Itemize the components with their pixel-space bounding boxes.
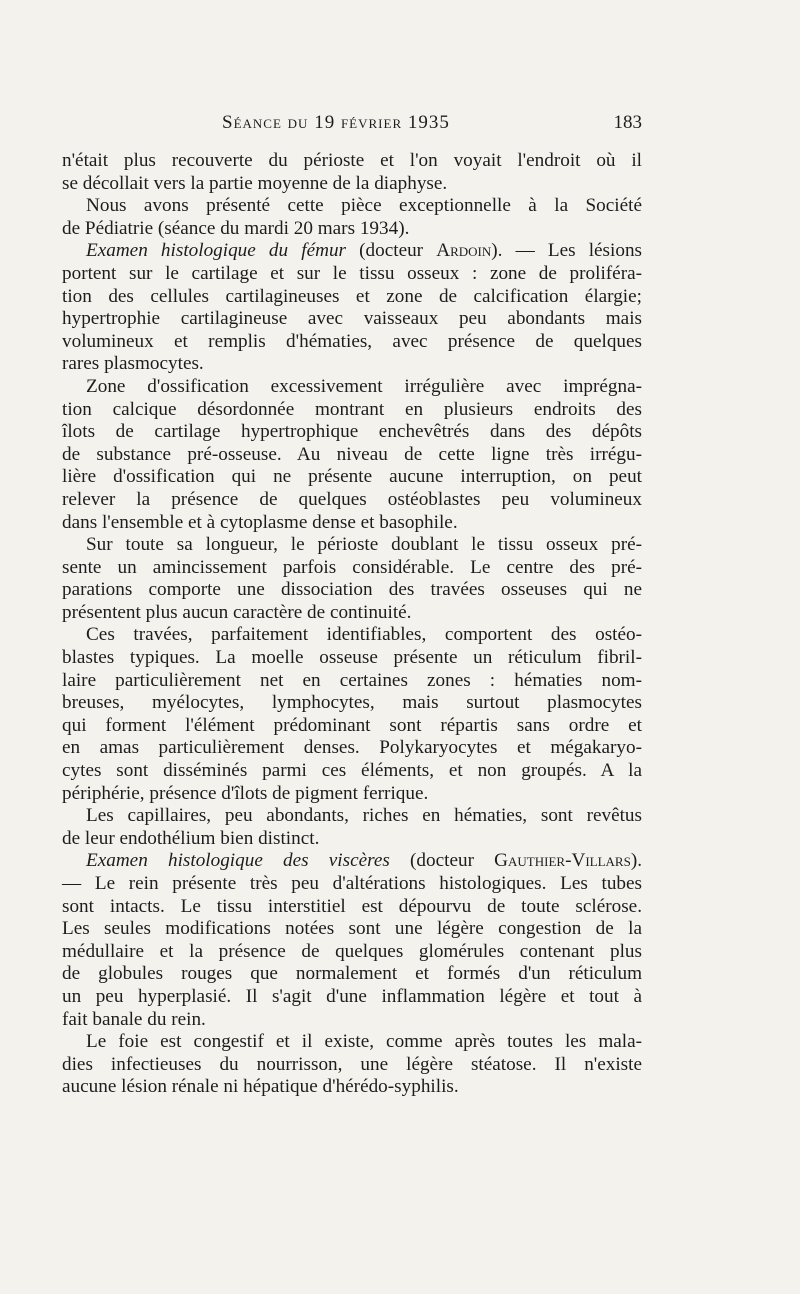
text-line: tion des cellules cartilagineuses et zone de calcification élargie; <box>62 285 642 307</box>
text-line: volumineux et remplis d'hématies, avec présence de quelques <box>62 330 642 352</box>
text-line: fait banale du rein. <box>62 1008 206 1030</box>
title-date: 19 <box>314 112 336 133</box>
text-line: dans l'ensemble et à cytoplasme dense et basophile. <box>62 511 458 533</box>
text-line: blastes typiques. La moelle osseuse présente un réticulum fibril- <box>62 647 642 669</box>
text-line: Les seules modifications notées sont une légère congestion de la <box>62 918 642 940</box>
text-line: présentent plus aucun caractère de continuité. <box>62 601 412 623</box>
text-fragment: ). <box>630 850 643 872</box>
text-line: Sur toute sa longueur, le périoste doublant le tissu osseux pré- <box>86 534 642 556</box>
text-line: breuses, myélocytes, lymphocytes, mais surtout plasmocytes <box>62 692 642 714</box>
text-line: de substance pré-osseuse. Au niveau de cette ligne très irrégu- <box>62 443 642 465</box>
section-heading-visceres: Examen histologique des viscères <box>86 850 390 872</box>
text-line: de Pédiatrie (séance du mardi 20 mars 1934). <box>62 217 410 239</box>
author-name: Ardoin <box>436 240 492 262</box>
text-line: Nous avons présenté cette pièce exceptionnelle à la Société <box>86 195 642 217</box>
text-line: Zone d'ossification excessivement irrégulière avec imprégna- <box>86 375 642 397</box>
title-prefix: Séance du <box>222 112 309 133</box>
running-title <box>222 112 450 134</box>
running-header <box>62 112 642 142</box>
text-line: relever la présence de quelques ostéoblastes peu volumineux <box>62 488 642 510</box>
text-line: un peu hyperplasié. Il s'agit d'une inflammation légère et tout à <box>62 985 642 1007</box>
text-line: sente un amincissement parfois considérable. Le centre des pré- <box>62 556 642 578</box>
text-line: îlots de cartilage hypertrophique enchevêtrés dans des dépôts <box>62 421 642 443</box>
text-line: tion calcique désordonnée montrant en plusieurs endroits des <box>62 398 642 420</box>
text-line: sont intacts. Le tissu interstitiel est dépourvu de toute sclérose. <box>62 895 642 917</box>
page-number: 183 <box>613 112 642 133</box>
text-line: périphérie, présence d'îlots de pigment ferrique. <box>62 782 429 804</box>
text-line: Ces travées, parfaitement identifiables, comportent des ostéo- <box>86 624 642 646</box>
section-heading-femur: Examen histologique du fémur <box>86 240 346 262</box>
text-line: aucune lésion rénale ni hépatique d'hérédo-syphilis. <box>62 1076 459 1098</box>
text-line: de globules rouges que normalement et formés d'un réticulum <box>62 963 642 985</box>
text-line: rares plasmocytes. <box>62 353 204 375</box>
text-line: portent sur le cartilage et sur le tissu osseux : zone de proliféra- <box>62 262 642 284</box>
text-fragment: ). — Les lésions <box>491 240 643 262</box>
text-line: parations comporte une dissociation des travées osseuses qui ne <box>62 579 642 601</box>
text-line: cytes sont disséminés parmi ces éléments, et non groupés. A la <box>62 760 642 782</box>
text-line: — Le rein présente très peu d'altérations histologiques. Les tubes <box>62 873 642 894</box>
text-fragment: (docteur <box>359 240 424 262</box>
text-line <box>62 850 642 873</box>
text-line: se décollait vers la partie moyenne de la diaphyse. <box>62 172 448 194</box>
text-line: n'était plus recouverte du périoste et l'on voyait l'endroit où il <box>62 150 642 171</box>
body-text <box>62 150 642 1099</box>
text-line <box>62 240 642 263</box>
text-line: dies infectieuses du nourrisson, une légère stéatose. Il n'existe <box>62 1053 642 1075</box>
title-month: février <box>340 112 403 133</box>
text-line: laire particulièrement net en certaines zones : hématies nom- <box>62 669 642 691</box>
text-line: lière d'ossification qui ne présente aucune interruption, on peut <box>62 466 642 488</box>
text-line: en amas particulièrement denses. Polykaryocytes et mégakaryo- <box>62 737 642 759</box>
text-fragment: (docteur <box>410 850 474 872</box>
text-line: hypertrophie cartilagineuse avec vaisseaux peu abondants mais <box>62 308 642 330</box>
text-line: de leur endothélium bien distinct. <box>62 827 320 849</box>
title-year: 1935 <box>407 112 450 133</box>
text-line: Le foie est congestif et il existe, comme après toutes les mala- <box>86 1031 642 1053</box>
text-line: Les capillaires, peu abondants, riches en hématies, sont revêtus <box>86 805 642 827</box>
text-line: médullaire et la présence de quelques glomérules contenant plus <box>62 940 642 962</box>
author-name: Gauthier-Villars <box>494 850 631 872</box>
text-line: qui forment l'élément prédominant sont répartis sans ordre et <box>62 714 642 736</box>
